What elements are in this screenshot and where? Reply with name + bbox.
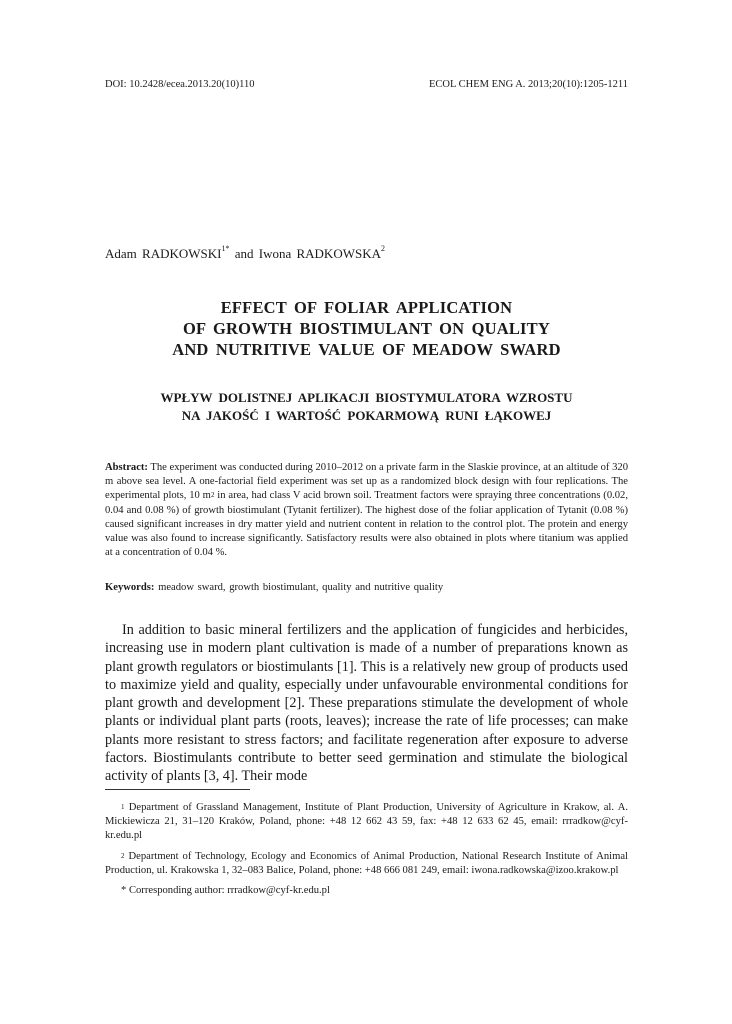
subtitle-line: WPŁYW DOLISTNEJ APLIKACJI BIOSTYMULATORA WZROSTU <box>160 390 573 405</box>
title-line: AND NUTRITIVE VALUE OF MEADOW SWARD <box>172 340 561 359</box>
footnote-1-text: Department of Grassland Management, Institute of Plant Production, University of Agriculture in Krakow, al. A. Mickiewicza 21, 31–120 Kraków, Poland, phone: +48 12 662 43 59, fax: +48 12 633 62 45, email: rrradkow@cyf-kr.edu.pl <box>105 802 628 842</box>
footnote-2-text: Department of Technology, Ecology and Economics of Animal Production, National Research Institute of Animal Production, ul. Krakowska 1, 32–083 Balice, Poland, phone: +48 666 081 249, email: iwona.radkowska@izoo.krakow.pl <box>105 850 628 876</box>
abstract <box>105 461 628 560</box>
footnote-1-mark: 1 <box>121 803 125 811</box>
abstract-text-1: The experiment was conducted during 2010–2012 on a private farm in the Slaskie province, at an altitude of 320 m above sea level. A one-factorial field experiment was set up as a randomized block design with four replications. The experimental plots, 10 m <box>105 462 628 502</box>
footnote-2-mark: 2 <box>121 851 125 860</box>
title-line: EFFECT OF FOLIAR APPLICATION <box>220 298 513 317</box>
title-line: OF GROWTH BIOSTIMULANT ON QUALITY <box>183 319 550 338</box>
footnote-2 <box>105 850 628 878</box>
footnotes <box>105 801 628 904</box>
keywords-text: meadow sward, growth biostimulant, quality and nutritive quality <box>154 582 444 593</box>
paper-title-polish <box>105 389 628 424</box>
author-connector: and <box>234 246 254 261</box>
journal-citation: ECOL CHEM ENG A. 2013;20(10):1205-1211 <box>428 79 628 90</box>
abstract-label: Abstract: <box>105 462 148 473</box>
author-2: Iwona RADKOWSKA <box>258 246 381 261</box>
paper-title <box>105 297 628 360</box>
subtitle-line: NA JAKOŚĆ I WARTOŚĆ POKARMOWĄ RUNI ŁĄKOWEJ <box>181 407 552 423</box>
doi-text: DOI: 10.2428/ecea.2013.20(10)110 <box>105 79 255 90</box>
keywords-label: Keywords: <box>105 582 155 593</box>
running-header <box>105 79 628 90</box>
abstract-superscript: 2 <box>210 491 215 500</box>
keywords <box>105 581 628 595</box>
author-line <box>105 246 385 262</box>
author-2-affiliation-mark: 2 <box>381 244 385 253</box>
body-paragraph: In addition to basic mineral fertilizers and the application of fungicides and herbicides, increasing use in modern plant cultivation is made of a number of preparations known as plant growth regulators or biostimulants [1]. This is a relatively new group of products used to maximize yield and quality, especially under unfavourable environmental conditions for plant growth and development [2]. These preparations stimulate the development of whole plants or individual plant parts (roots, leaves); increase the rate of life processes; can make plants more resistant to stress factors; and facilitate regeneration after exposure to adverse factors. Biostimulants contribute to better seed germination and stimulate the biological activity of plants [3, 4]. Their mode <box>105 622 628 785</box>
footnote-divider <box>105 789 250 790</box>
author-1: Adam RADKOWSKI <box>105 246 222 261</box>
abstract-text-2: in area, had class V acid brown soil. Treatment factors were spraying three concentrations (0.02, 0.04 and 0.08 %) of growth biostimulant (Tytanit fertilizer). The highest dose of the foliar application of Tytanit (0.08 %) caused significant increases in dry matter yield and nutrient content in relation to the control plot. The protein and energy value was also found to increase significantly. Satisfactory results were also obtained in plots where titanium was applied at a concentration of 0.04 %. <box>105 490 629 559</box>
author-1-affiliation-mark: 1* <box>221 244 230 253</box>
footnote-1 <box>105 801 628 844</box>
footnote-corresponding: * Corresponding author: rrradkow@cyf-kr.edu.pl <box>121 885 330 897</box>
